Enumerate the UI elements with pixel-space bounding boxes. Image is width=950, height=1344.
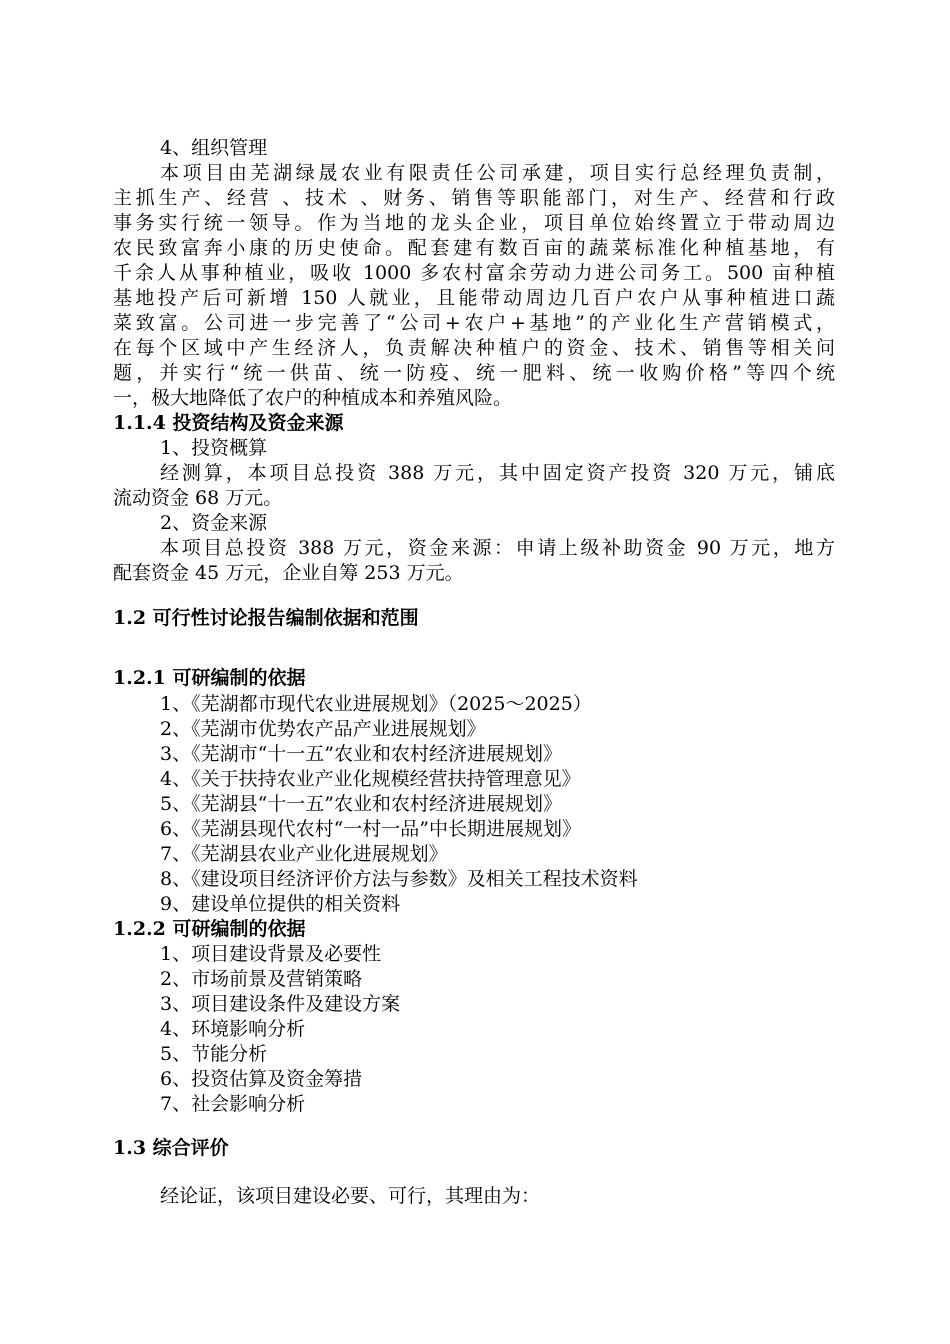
evaluation-para: 经论证，该项目建设必要、可行，其理由为： [160,1185,541,1207]
org-para-line: 题，并实行“统一供苗、统一防疫、统一肥料、统一收购价格”等四个统 [113,362,835,384]
org-para-line: 主抓生产、经营 、技术 、财务、销售等职能部门，对生产、经营和行政 [113,187,835,209]
basis-list-item: 6、《芜湖县现代农村“一村一品”中长期进展规划》 [160,818,582,840]
section-heading-1-2-1: 1.2.1 可研编制的依据 [113,667,306,689]
section-heading-1-2-2: 1.2.2 可研编制的依据 [113,918,306,940]
basis-list-item: 2、《芜湖市优势农产品产业进展规划》 [160,718,486,740]
basis-list-item: 1、《芜湖都市现代农业进展规划》（2025～2025） [160,693,592,715]
org-para-line: 事务实行统一领导。作为当地的龙头企业，项目单位始终置立于带动周边 [113,212,835,234]
org-heading: 4、组织管理 [160,137,268,159]
scope-list-item: 6、投资估算及资金筹措 [160,1068,363,1090]
org-para-line: 本项目由芜湖绿晟农业有限责任公司承建，项目实行总经理负责制， [160,162,835,184]
investment-para-line: 流动资金 68 万元。 [113,487,283,509]
org-para-line: 千余人从事种植业，吸收 1000 多农村富余劳动力进公司务工。500 亩种植 [113,262,835,284]
subheading-funding-source: 2、资金来源 [160,512,268,534]
basis-list-item: 4、《关于扶持农业产业化规模经营扶持管理意见》 [160,768,581,790]
basis-list-item: 3、《芜湖市“十一五”农业和农村经济进展规划》 [160,743,563,765]
scope-list-item: 7、社会影响分析 [160,1093,306,1115]
org-para-line: 农民致富奔小康的历史使命。配套建有数百亩的蔬菜标准化种植基地，有 [113,237,835,259]
scope-list-item: 5、节能分析 [160,1043,268,1065]
basis-list-item: 8、《建设项目经济评价方法与参数》及相关工程技术资料 [160,868,638,890]
scope-list-item: 1、项目建设背景及必要性 [160,943,382,965]
org-para-line: 一，极大地降低了农户的种植成本和养殖风险。 [113,387,513,409]
org-para-line: 在每个区域中产生经济人，负责解决种植户的资金、技术、销售等相关问 [113,337,835,359]
section-heading-1-2: 1.2 可行性讨论报告编制依据和范围 [113,607,419,629]
org-para-line: 菜致富。公司进一步完善了“公司+农户+基地”的产业化生产营销模式， [113,312,835,334]
scope-list-item: 2、市场前景及营销策略 [160,968,363,990]
section-heading-1-3: 1.3 综合评价 [113,1137,229,1159]
funding-para-line: 配套资金 45 万元，企业自筹 253 万元。 [113,562,464,584]
basis-list-item: 9、建设单位提供的相关资料 [160,893,401,915]
investment-para-line: 经测算，本项目总投资 388 万元，其中固定资产投资 320 万元，铺底 [160,462,835,484]
scope-list-item: 4、环境影响分析 [160,1018,306,1040]
section-heading-1-1-4: 1.1.4 投资结构及资金来源 [113,412,344,434]
basis-list-item: 7、《芜湖县农业产业化进展规划》 [160,843,448,865]
basis-list-item: 5、《芜湖县“十一五”农业和农村经济进展规划》 [160,793,563,815]
funding-para-line: 本项目总投资 388 万元，资金来源：申请上级补助资金 90 万元，地方 [160,537,835,559]
subheading-investment-estimate: 1、投资概算 [160,437,268,459]
scope-list-item: 3、项目建设条件及建设方案 [160,993,401,1015]
org-para-line: 基地投产后可新增 150 人就业，且能带动周边几百户农户从事种植进口蔬 [113,287,835,309]
